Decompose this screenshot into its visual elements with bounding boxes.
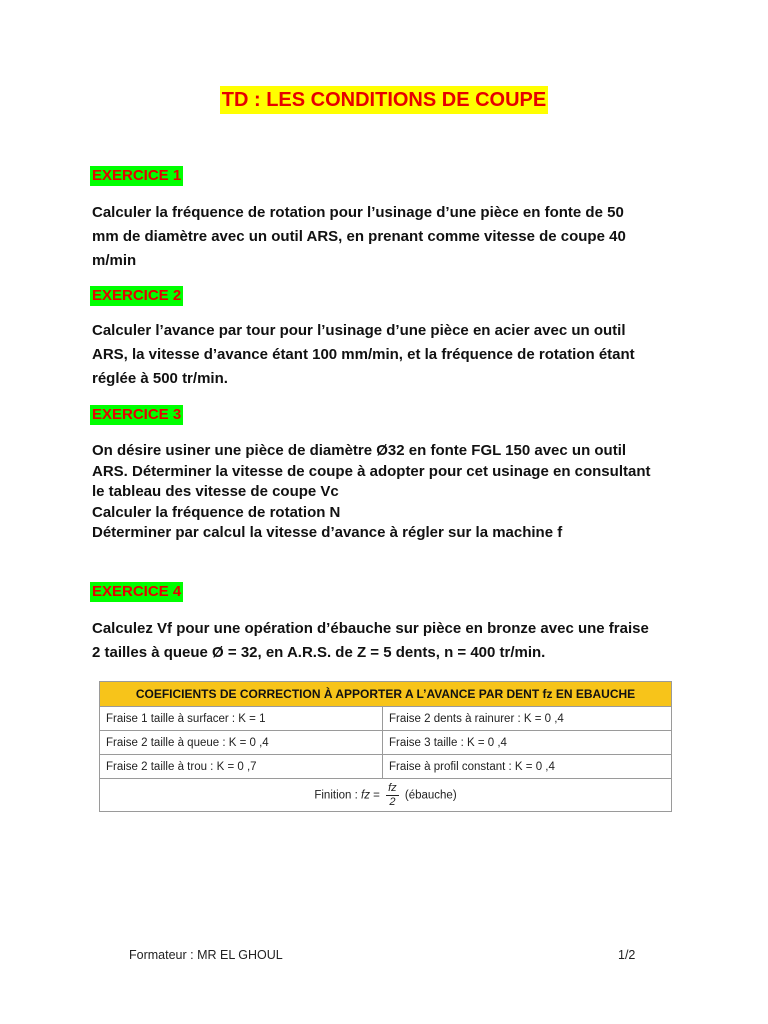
table-row [100,731,672,755]
exercise-3-line-5: Déterminer par calcul la vitesse d’avance à régler sur la machine f [92,524,563,541]
exercise-3-line-1: On désire usiner une pièce de diamètre Ø32 en fonte FGL 150 avec un outil [92,442,627,459]
exercise-4-line-2: 2 tailles à queue Ø = 32, en A.R.S. de Z = 5 dents, n = 400 tr/min. [92,644,546,661]
table-cell: Fraise 2 taille à queue : K = 0 ,4 [100,731,383,755]
table-header: COEFICIENTS DE CORRECTION À APPORTER A L’AVANCE PAR DENT fz EN EBAUCHE [100,682,672,707]
finition-fraction [386,782,399,809]
exercise-1-line-1: Calculer la fréquence de rotation pour l’usinage d’une pièce en fonte de 50 [92,204,624,221]
table-cell: Fraise 3 taille : K = 0 ,4 [383,731,672,755]
finition-suffix: (ébauche) [404,789,457,801]
exercise-4-label: EXERCICE 4 [92,583,182,600]
exercise-1-label: EXERCICE 1 [92,167,182,184]
exercise-3-line-3: le tableau des vitesse de coupe Vc [92,483,339,500]
table-cell: Fraise 2 taille à trou : K = 0 ,7 [100,755,383,779]
exercise-1-text [92,201,692,273]
exercise-4-text [92,617,692,665]
finition-row [100,779,672,812]
fraction-denominator: 2 [389,795,396,808]
exercise-2-line-1: Calculer l’avance par tour pour l’usinage d’une pièce en acier avec un outil [92,322,626,339]
exercise-1-line-2: mm de diamètre avec un outil ARS, en prenant comme vitesse de coupe 40 [92,228,626,245]
finition-formula [100,779,672,812]
table-cell: Fraise à profil constant : K = 0 ,4 [383,755,672,779]
exercise-2-label: EXERCICE 2 [92,287,182,304]
exercise-2-text [92,319,692,391]
table-cell: Fraise 1 taille à surfacer : K = 1 [100,707,383,731]
exercise-3-line-2: ARS. Déterminer la vitesse de coupe à adopter pour cet usinage en consultant [92,462,651,480]
exercise-2-line-2: ARS, la vitesse d’avance étant 100 mm/min, et la fréquence de rotation étant [92,346,635,363]
finition-label: Finition : [314,789,358,801]
finition-equals: = [373,789,380,801]
exercise-1-line-3: m/min [92,252,137,269]
exercise-3-label: EXERCICE 3 [92,406,182,423]
footer-author: Formateur : MR EL GHOUL [129,948,283,962]
table-header-row [100,682,672,707]
table-cell: Fraise 2 dents à rainurer : K = 0 ,4 [383,707,672,731]
exercise-2-line-3: réglée à 500 tr/min. [92,370,228,387]
page-title: TD : LES CONDITIONS DE COUPE [220,86,548,114]
finition-variable: fz [361,789,370,801]
exercise-4-line-1: Calculez Vf pour une opération d’ébauche sur pièce en bronze avec une fraise [92,620,649,637]
title-wrap [0,86,768,114]
exercise-3-line-4: Calculer la fréquence de rotation N [92,503,341,521]
fraction-numerator: fz [388,781,397,794]
table-row [100,755,672,779]
footer-page-number: 1/2 [618,948,636,962]
table-row [100,707,672,731]
exercise-3-text [92,441,692,544]
correction-coefficients-table [99,681,672,812]
